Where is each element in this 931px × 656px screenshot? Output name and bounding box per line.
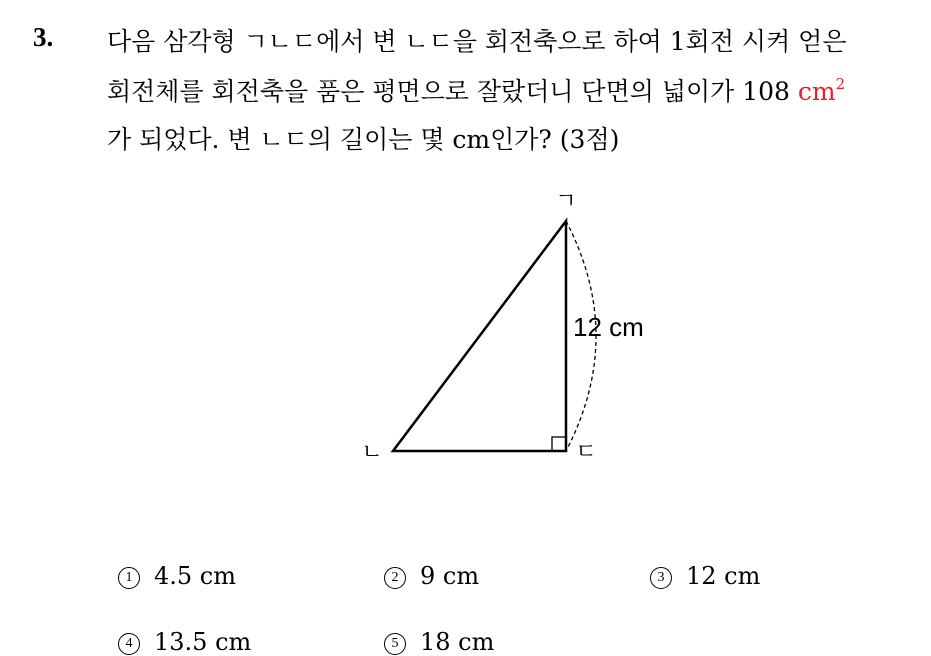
right-angle-marker xyxy=(552,437,566,451)
choice-number-mark: 1 xyxy=(118,567,140,589)
area-unit-base: cm xyxy=(797,77,836,106)
choice-text: 18 cm xyxy=(420,628,495,656)
vertex-label-right: ㄷ xyxy=(575,440,597,465)
choice-text: 12 cm xyxy=(686,562,761,590)
question-number: 3. xyxy=(33,22,54,52)
answer-choice-2[interactable] xyxy=(384,562,479,590)
vertex-label-top: ㄱ xyxy=(555,189,577,214)
triangle-shape xyxy=(393,221,566,451)
choice-number-mark: 2 xyxy=(384,567,406,589)
answer-choice-5[interactable] xyxy=(384,628,494,656)
answer-choice-3[interactable] xyxy=(650,562,760,590)
side-length-label: 12 cm xyxy=(573,312,644,342)
answer-choice-1[interactable] xyxy=(118,562,236,590)
choice-text: 4.5 cm xyxy=(154,562,236,590)
answer-choice-4[interactable] xyxy=(118,628,251,656)
choice-text: 9 cm xyxy=(420,562,480,590)
question-text-line-3: 가 되었다. 변 ㄴㄷ의 길이는 몇 cm인가? (3점) xyxy=(107,125,620,154)
vertex-label-left: ㄴ xyxy=(361,440,383,465)
question-text-line-1: 다음 삼각형 ㄱㄴㄷ에서 변 ㄴㄷ을 회전축으로 하여 1회전 시켜 얻은 xyxy=(107,27,847,56)
question-text-line-2-main: 회전체를 회전축을 품은 평면으로 잘랐더니 단면의 넓이가 108 xyxy=(107,77,790,106)
choice-number-mark: 3 xyxy=(650,567,672,589)
choice-number-mark: 4 xyxy=(118,633,140,655)
choice-number-mark: 5 xyxy=(384,633,406,655)
area-unit-exponent: 2 xyxy=(835,75,846,93)
choice-text: 13.5 cm xyxy=(154,628,252,656)
